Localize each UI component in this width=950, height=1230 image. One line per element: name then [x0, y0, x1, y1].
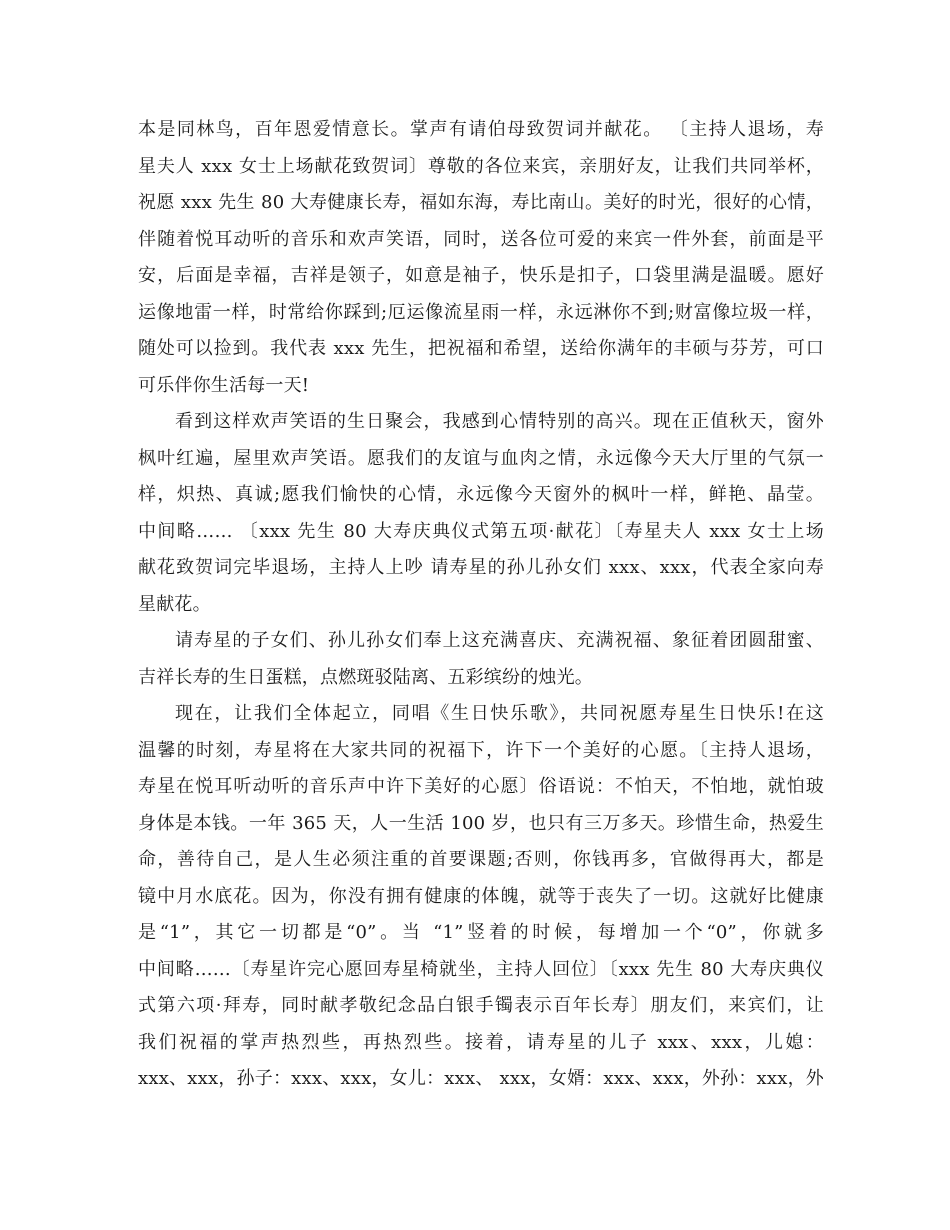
- text-line: 枫叶红遍，屋里欢声笑语。愿我们的友谊与血肉之情，永远像今天大厅里的气氛一: [138, 447, 824, 469]
- text-line: 中间略…… 〔xxx 先生 80 大寿庆典仪式第五项·献花〕〔寿星夫人 xxx 女士上场: [138, 520, 824, 542]
- text-line: 命，善待自己，是人生必须注重的首要课题;否则，你钱再多，官做得再大，都是: [138, 849, 824, 870]
- text-line: 星献花。: [138, 593, 211, 615]
- text-line: 运像地雷一样，时常给你踩到;厄运像流星雨一样，永远淋你不到;财富像垃圾一样，: [138, 301, 824, 323]
- text-line: 看到这样欢声笑语的生日聚会，我感到心情特别的高兴。现在正值秋天，窗外: [175, 411, 824, 432]
- text-line: 安，后面是幸福，吉祥是领子，如意是袖子，快乐是扣子，口袋里满是温暖。愿好: [138, 265, 824, 286]
- text-line: 献花致贺词完毕退场，主持人上吵 请寿星的孙儿孙女们 xxx、xxx，代表全家向寿: [138, 557, 824, 578]
- text-line: 式第六项·拜寿，同时献孝敬纪念品白银手镯表示百年长寿〕朋友们，来宾们，让: [138, 995, 824, 1016]
- text-line: 样，炽热、真诚;愿我们愉快的心情，永远像今天窗外的枫叶一样，鲜艳、晶莹。: [138, 484, 824, 505]
- text-line: 现在，让我们全体起立，同唱《生日快乐歌》，共同祝愿寿星生日快乐!在这: [175, 703, 824, 724]
- text-line: 我们祝福的掌声热烈些，再热烈些。接着，请寿星的儿子 xxx、xxx，儿媳：: [138, 1031, 824, 1053]
- text-line: 镜中月水底花。因为，你没有拥有健康的体魄，就等于丧失了一切。这就好比健康: [138, 885, 824, 907]
- text-line: 本是同林鸟，百年恩爱情意长。掌声有请伯母致贺词并献花。 〔主持人退场，寿: [138, 119, 824, 140]
- text-line: 随处可以捡到。我代表 xxx 先生，把祝福和希望，送给你满年的丰硕与芬芳，可口: [138, 338, 824, 359]
- text-line: 星夫人 xxx 女士上场献花致贺词〕尊敬的各位来宾，亲朋好友，让我们共同举杯，: [138, 155, 824, 177]
- text-line: 吉祥长寿的生日蛋糕，点燃斑驳陆离、五彩缤纷的烛光。: [138, 666, 593, 688]
- text-line: 温馨的时刻，寿星将在大家共同的祝福下，许下一个美好的心愿。〔主持人退场，: [138, 739, 824, 761]
- text-line: xxx、xxx，孙子：xxx、xxx，女儿：xxx、 xxx，女婿：xxx、xxx，外孙：xxx，外: [138, 1068, 824, 1089]
- text-line: 身体是本钱。一年 365 天，人一生活 100 岁，也只有三万多天。珍惜生命，热爱生: [138, 812, 824, 834]
- text-line: 可乐伴你生活每一天!: [138, 374, 310, 396]
- text-line: 中间略……〔寿星许完心愿回寿星椅就坐，主持人回位〕〔xxx 先生 80 大寿庆典仪: [138, 958, 824, 980]
- text-line: 是“1”，其它一切都是“0”。当 “1”竖着的时候，每增加一个“0”，你就多: [138, 922, 824, 943]
- text-line: 寿星在悦耳听动听的音乐声中许下美好的心愿〕俗语说：不怕天，不怕地，就怕玻: [138, 776, 824, 797]
- text-line: 祝愿 xxx 先生 80 大寿健康长寿，福如东海，寿比南山。美好的时光，很好的心情，: [138, 192, 824, 213]
- text-line: 请寿星的子女们、孙儿孙女们奉上这充满喜庆、充满祝福、象征着团圆甜蜜、: [175, 630, 824, 651]
- document-body: [138, 112, 824, 1098]
- text-line: 伴随着悦耳动听的音乐和欢声笑语，同时，送各位可爱的来宾一件外套，前面是平: [138, 228, 824, 250]
